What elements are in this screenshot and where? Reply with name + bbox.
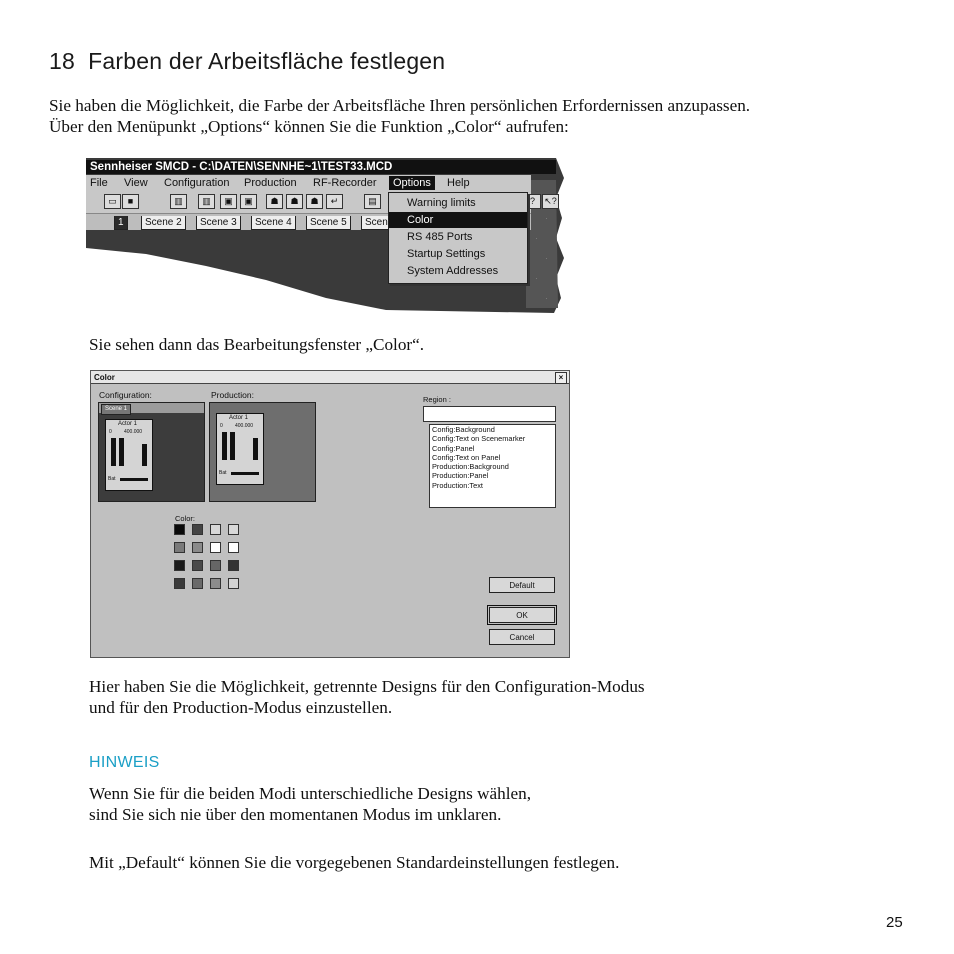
- color-swatch[interactable]: [228, 578, 239, 589]
- menu-item-warning-limits[interactable]: Warning limits: [407, 197, 476, 209]
- list-item[interactable]: Production:Panel: [432, 471, 489, 481]
- fader-mid-config: [119, 438, 124, 466]
- ok-button[interactable]: OK: [489, 607, 555, 623]
- region-input[interactable]: [423, 406, 556, 422]
- caption-designs-line-2: und für den Production-Modus einzustellen.: [89, 698, 393, 717]
- menu-item-system-addresses[interactable]: System Addresses: [407, 265, 499, 277]
- tab-scene-6[interactable]: Scen: [361, 216, 392, 230]
- menu-item-startup-settings[interactable]: Startup Settings: [407, 248, 486, 260]
- intro-line-1: Sie haben die Möglichkeit, die Farbe der Arbeitsfläche Ihren persönlichen Erfordernissen anzupassen.: [49, 96, 751, 115]
- actor-label-production: Actor 1: [229, 415, 249, 421]
- tab-scene-1[interactable]: 1: [114, 216, 128, 230]
- list-item[interactable]: Config:Text on Scenemarker: [432, 434, 526, 444]
- region-list[interactable]: [429, 424, 556, 508]
- menu-view[interactable]: View: [124, 177, 148, 189]
- production-preview[interactable]: [209, 402, 316, 502]
- fader-right-config: [142, 444, 147, 466]
- hint-label: HINWEIS: [89, 754, 160, 771]
- route-icon-2[interactable]: ▣: [240, 194, 257, 209]
- actor-panel-production: [216, 413, 264, 485]
- menu-options[interactable]: Options: [389, 176, 435, 190]
- hint-text: [89, 783, 889, 825]
- caption-color-window: Sie sehen dann das Bearbeitungsfenster „Color“.: [89, 335, 425, 354]
- color-swatch[interactable]: [192, 542, 203, 553]
- tab-scene-3[interactable]: Scene 3: [196, 216, 241, 230]
- actor-icon[interactable]: ☗: [266, 194, 283, 209]
- tab-scene-2[interactable]: Scene 2: [141, 216, 186, 230]
- hint-line-2: sind Sie sich nie über den momentanen Modus im unklaren.: [89, 805, 502, 824]
- fader-top-label-production: 0: [220, 423, 223, 429]
- fader-right-production: [253, 438, 258, 460]
- menu-file[interactable]: File: [90, 177, 108, 189]
- route-icon[interactable]: ▣: [220, 194, 237, 209]
- menu-rf-recorder[interactable]: RF-Recorder: [313, 177, 377, 189]
- menu-help[interactable]: Help: [447, 177, 470, 189]
- menu-configuration[interactable]: Configuration: [164, 177, 230, 189]
- color-swatch[interactable]: [228, 524, 239, 535]
- tab-scene-1-preview: Scene 1: [101, 404, 131, 415]
- panel-icon-2[interactable]: ▥: [198, 194, 215, 209]
- return-icon[interactable]: ↵: [326, 194, 343, 209]
- intro-paragraph: [49, 95, 929, 137]
- list-item[interactable]: Production:Text: [432, 480, 483, 490]
- list-item[interactable]: Production:Background: [432, 462, 509, 472]
- color-swatch-grid: [174, 524, 244, 594]
- page-number: 25: [886, 914, 903, 931]
- context-help-icon[interactable]: ↖?: [542, 194, 559, 209]
- default-button[interactable]: Default: [489, 577, 555, 593]
- cancel-button[interactable]: Cancel: [489, 629, 555, 645]
- dialog-title: Color: [94, 373, 115, 382]
- color-swatch[interactable]: [192, 560, 203, 571]
- actor-icon-3[interactable]: ☗: [306, 194, 323, 209]
- list-item[interactable]: Config:Background: [432, 425, 495, 434]
- color-swatch[interactable]: [210, 524, 221, 535]
- color-swatch[interactable]: [210, 578, 221, 589]
- configuration-preview[interactable]: [98, 402, 205, 502]
- heading-title: Farben der Arbeitsfläche festlegen: [88, 48, 446, 74]
- actor-label-config: Actor 1: [118, 421, 138, 427]
- list-item[interactable]: Config:Text on Panel: [432, 452, 501, 462]
- options-menu-screenshot: [86, 158, 566, 314]
- color-swatch[interactable]: [228, 542, 239, 553]
- color-dialog-screenshot: [90, 370, 570, 658]
- options-dropdown: [388, 192, 528, 284]
- dialog-title-bar: [91, 371, 569, 384]
- caption-designs: [89, 676, 889, 718]
- color-swatch[interactable]: [210, 542, 221, 553]
- page-heading: [49, 48, 445, 75]
- fader-mid-production: [230, 432, 235, 460]
- close-icon[interactable]: ×: [555, 372, 567, 384]
- actor-value-production: 400.000: [235, 423, 254, 429]
- menu-production[interactable]: Production: [244, 177, 297, 189]
- fader-top-label-config: 0: [109, 429, 112, 435]
- menu-item-color[interactable]: Color: [389, 212, 527, 228]
- color-swatch[interactable]: [192, 578, 203, 589]
- tab-scene-4[interactable]: Scene 4: [251, 216, 296, 230]
- color-swatch[interactable]: [192, 524, 203, 535]
- actor-panel-config: [105, 419, 153, 491]
- configuration-label: Configuration:: [99, 390, 152, 400]
- intro-line-2: Über den Menüpunkt „Options“ können Sie die Funktion „Color“ aufrufen:: [49, 117, 569, 136]
- color-swatch[interactable]: [174, 560, 185, 571]
- save-icon[interactable]: ■: [122, 194, 139, 209]
- production-label: Production:: [211, 390, 254, 400]
- menu-bar: [86, 175, 531, 191]
- color-swatch[interactable]: [228, 560, 239, 571]
- help-icon[interactable]: ?: [524, 194, 541, 209]
- hint-line-1: Wenn Sie für die beiden Modi unterschiedliche Designs wählen,: [89, 784, 532, 803]
- fader-left-production: [222, 432, 227, 460]
- color-label: Color:: [175, 514, 196, 523]
- default-note: Mit „Default“ können Sie die vorgegebenen Standardeinstellungen festlegen.: [89, 853, 620, 872]
- color-swatch[interactable]: [210, 560, 221, 571]
- open-icon[interactable]: ▭: [104, 194, 121, 209]
- caption-designs-line-1: Hier haben Sie die Möglichkeit, getrennte Designs für den Configuration-Modus: [89, 677, 645, 696]
- battery-label-config: Bat: [108, 476, 116, 482]
- color-swatch[interactable]: [174, 524, 185, 535]
- window-title-bar: Sennheiser SMCD - C:\DATEN\SENNHE~1\TEST33.MCD: [86, 160, 556, 174]
- battery-bar-production: [231, 472, 259, 475]
- actor-icon-2[interactable]: ☗: [286, 194, 303, 209]
- battery-bar-config: [120, 478, 148, 481]
- heading-number: 18: [49, 48, 75, 74]
- panel-icon[interactable]: ▥: [170, 194, 187, 209]
- fader-left-config: [111, 438, 116, 466]
- actor-value-config: 400.000: [124, 429, 143, 435]
- color-swatch[interactable]: [174, 578, 185, 589]
- region-label: Region :: [423, 395, 451, 404]
- menu-item-rs485-ports[interactable]: RS 485 Ports: [407, 231, 473, 243]
- list-item[interactable]: Config:Panel: [432, 443, 475, 453]
- grid-icon[interactable]: ▤: [364, 194, 381, 209]
- color-swatch[interactable]: [174, 542, 185, 553]
- battery-label-production: Bat: [219, 470, 227, 476]
- tab-scene-5[interactable]: Scene 5: [306, 216, 351, 230]
